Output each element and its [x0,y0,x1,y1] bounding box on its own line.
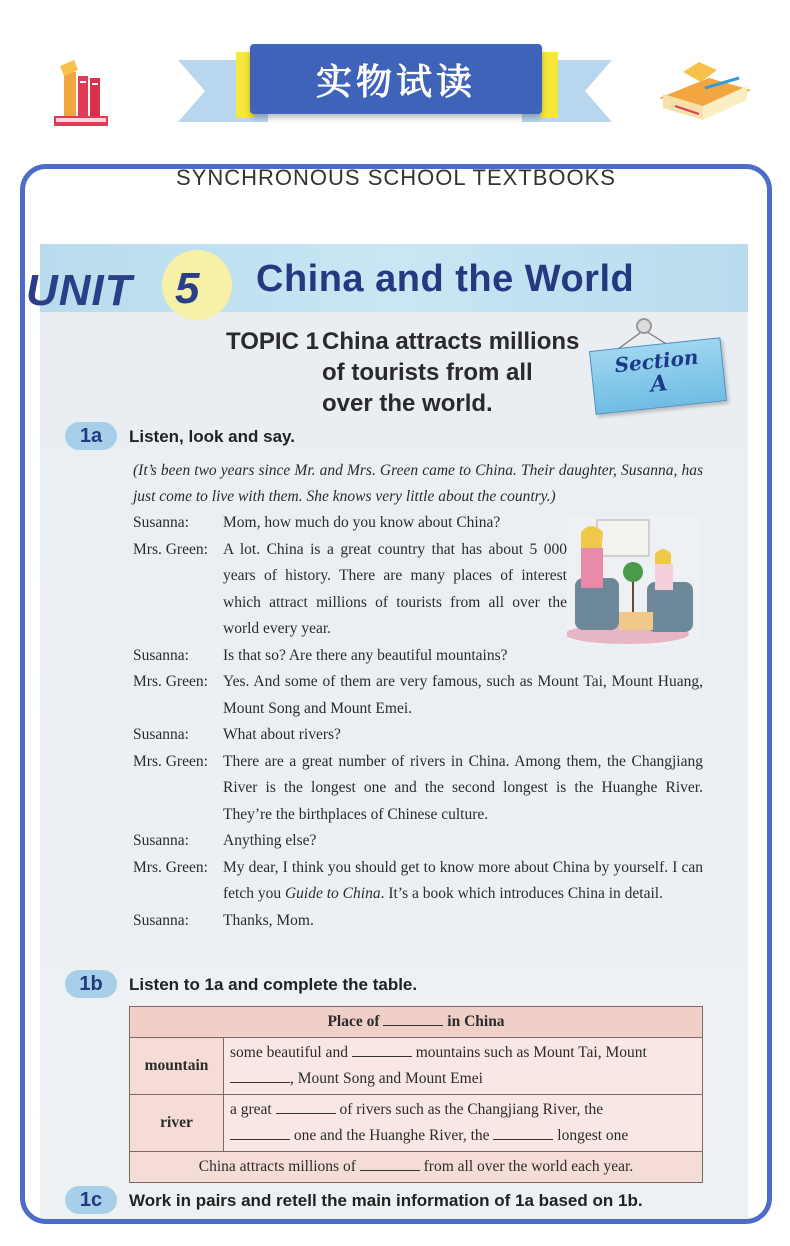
cell-text: of rivers such as the Changjiang River, the [339,1101,604,1118]
answer-blank[interactable] [352,1041,412,1057]
unit-number: 5 [175,264,200,313]
header-text: in China [447,1013,505,1030]
completion-table [129,1006,703,1183]
cell-text: one and the Huanghe River, the [293,1127,490,1144]
answer-blank[interactable] [383,1010,443,1026]
table-cell [224,1095,703,1152]
line-text: There are a great number of rivers in China. Among them, the Changjiang River is the longest one and the second longest is the Huanghe River. They’re the birthplaces of Chinese culture. [223,752,703,823]
speaker: Susanna: [133,514,189,531]
footer-text: from all over the world each year. [423,1158,634,1175]
cell-text: some beautiful and [230,1044,348,1061]
exercise-1a-dialogue [133,510,703,934]
cell-text: mountains such as Mount Tai, Mount [415,1044,647,1061]
cell-text: longest one [557,1127,629,1144]
line-text: Anything else? [223,832,317,849]
section-letter: A [648,370,669,398]
line-text [223,855,703,908]
line-text: Thanks, Mom. [223,911,314,929]
line-text: Is that so? Are there any beautiful mountains? [223,646,508,664]
book-title: Guide to China [284,885,381,902]
section-sign [589,337,727,414]
banner-title: 实物试读 [250,44,542,114]
exercise-1a-title: Listen, look and say. [129,427,295,446]
topic-text: China attracts millions of tourists from all over the world. [322,328,580,417]
line-text: A lot. China is a great country that has about 5 000 years of history. There are many places of interest which attract millions of tourists from all over the world every year. [223,540,567,637]
section-word: Section [613,344,700,378]
exercise-1b-title: Listen to 1a and complete the table. [129,975,418,994]
line-text-part: My dear, I think you should get to know more about China by yourself. I can fetch you [223,858,703,902]
speaker: Susanna: [133,646,189,664]
ribbon-fold-right [540,52,558,118]
dialogue-line [133,537,703,643]
unit-label: UNIT [26,266,133,315]
textbook-page [26,244,748,1224]
frame-caption: SYNCHRONOUS SCHOOL TEXTBOOKS [176,165,616,190]
answer-blank[interactable] [230,1067,290,1083]
answer-blank[interactable] [276,1098,336,1114]
table-footer-row [130,1152,703,1183]
dialogue-line [133,643,703,670]
open-book-icon [655,60,755,130]
topic-label: TOPIC 1 [226,328,319,355]
row-label-river: river [130,1095,224,1152]
speaker: Mrs. Green: [133,540,208,558]
table-header-row [130,1007,703,1038]
dialogue-line [133,669,703,722]
content-frame [20,164,772,1224]
line-text: Mom, how much do you know about China? [223,514,501,531]
speaker: Mrs. Green: [133,673,208,690]
answer-blank[interactable] [230,1124,290,1140]
dialogue-line [133,722,703,749]
speaker: Susanna: [133,726,189,743]
exercise-1a-intro: (It’s been two years since Mr. and Mrs. Green came to China. Their daughter, Susanna, has just come to live with them. She knows very little about the country.) [133,462,703,505]
table-cell [224,1038,703,1095]
answer-blank[interactable] [360,1155,420,1171]
table-row [130,1038,703,1095]
header-text: Place of [327,1013,380,1030]
speaker: Susanna: [133,832,189,849]
unit-title: China and the World [256,258,635,300]
books-icon [50,58,112,130]
speaker: Mrs. Green: [133,858,208,876]
answer-blank[interactable] [493,1124,553,1140]
header-banner [0,0,790,150]
exercise-1b-badge: 1b [65,970,117,998]
speaker: Mrs. Green: [133,752,208,770]
table-row [130,1095,703,1152]
dialogue-line [133,828,703,855]
speaker: Susanna: [133,911,189,929]
dialogue-line [133,510,703,537]
exercise-1a-badge: 1a [65,422,117,450]
cell-text: , Mount Song and Mount Emei [290,1070,483,1087]
pin-icon [636,318,652,334]
table-footer [130,1152,703,1183]
dialogue-line [133,908,703,935]
exercise-1c-title: Work in pairs and retell the main information of 1a based on 1b. [129,1191,643,1210]
row-label-mountain: mountain [130,1038,224,1095]
table-header [130,1007,703,1038]
line-text: Yes. And some of them are very famous, such as Mount Tai, Mount Huang, Mount Song and Mount Emei. [223,673,703,717]
cell-text: a great [230,1101,272,1118]
exercise-1c-badge: 1c [65,1186,117,1214]
footer-text: China attracts millions of [198,1158,356,1175]
dialogue-line [133,749,703,829]
line-text: What about rivers? [223,726,341,743]
dialogue-line [133,855,703,908]
line-text-part: . It’s a book which introduces China in detail. [380,885,663,902]
